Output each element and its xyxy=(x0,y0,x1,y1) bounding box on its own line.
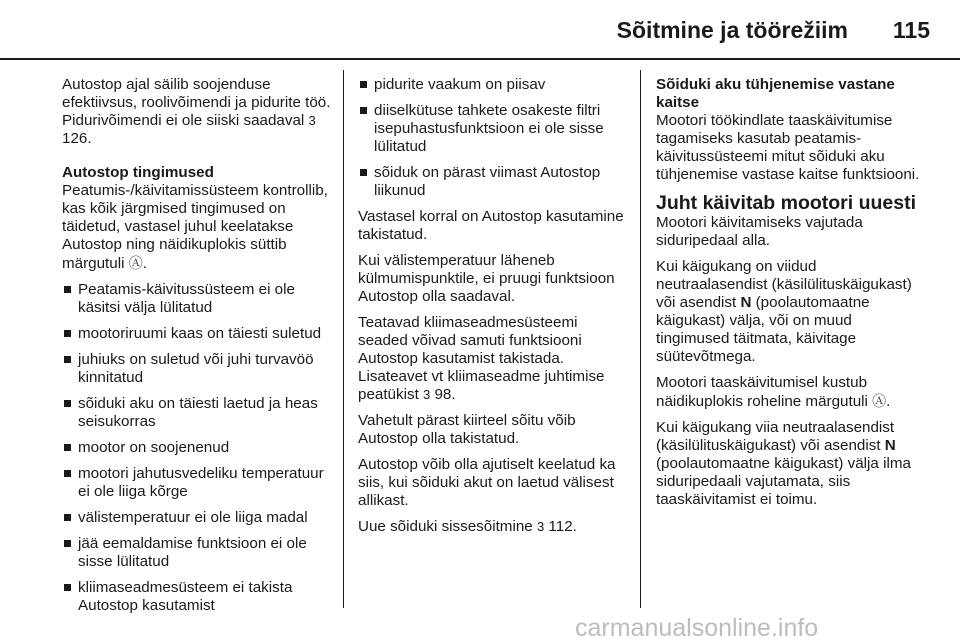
list-item: välistemperatuur ei ole liiga madal xyxy=(62,509,334,527)
list-item: kliimaseadmesüsteem ei takista Autostop kasutamist xyxy=(62,579,334,615)
gear-position-n: N xyxy=(740,294,752,311)
list-item: Peatamis-käivitussüsteem ei ole käsitsi välja lülitatud xyxy=(62,281,334,317)
paragraph: Teatavad kliimaseadmesüsteemi seaded võivad samuti funktsiooni Autostop kasutamist takistada. Lisateavet vt kliimaseadme juhtimise peatükist 3 98. xyxy=(358,314,605,403)
bullet-icon xyxy=(64,584,71,591)
bullet-icon xyxy=(64,514,71,521)
section-title: Autostop tingimused xyxy=(62,164,214,181)
paragraph: Kui käigukang viia neutraalasendist (käsilülituskäigukast) või asendist N (poolautomaatne käigukast) välja ilma siduripedaali vajutamata, siis taaskäivitamist ei toimu. xyxy=(656,419,911,508)
autostop-indicator-icon: Ⓐ xyxy=(128,255,143,271)
bullet-icon xyxy=(360,107,367,114)
paragraph: Autostop võib olla ajutiselt keelatud ka siis, kui sõiduki akut on laetud välisest allikast. xyxy=(358,456,616,509)
paragraph: Kui välistemperatuur läheneb külmumispunktile, ei pruugi funktsioon Autostop olla saadaval. xyxy=(358,252,615,305)
column-3 xyxy=(656,76,926,517)
page-number: 115 xyxy=(892,17,930,43)
autostop-indicator-icon: Ⓐ xyxy=(872,393,887,409)
section-heading: Juht käivitab mootori uuesti xyxy=(656,192,917,214)
bullet-icon xyxy=(360,81,367,88)
page-title: Sõitmine ja töörežiim xyxy=(616,17,848,43)
column-divider xyxy=(343,70,344,608)
paragraph: Mootori käivitamiseks vajutada siduripedaal alla. xyxy=(656,214,863,249)
conditions-list xyxy=(62,281,334,615)
list-item: sõiduki aku on täiesti laetud ja heas seisukorras xyxy=(62,395,334,431)
paragraph: Kui käigukang on viidud neutraalasendist (käsilülituskäigukast) või asendist N (poolautomaatne käigukast) välja, või on muud tingimused täitmata, käivitage süütevõtmega. xyxy=(656,258,912,365)
bullet-icon xyxy=(64,444,71,451)
section-paragraph: Peatumis-/käivitamissüsteem kontrollib, kas kõik järgmised tingimused on täidetud, vastasel juhul keelatakse Autostop ning näidikuplokis süttib märgutuli Ⓐ. xyxy=(62,182,328,272)
list-item: jää eemaldamise funktsioon ei ole sisse lülitatud xyxy=(62,535,334,571)
column-2 xyxy=(358,76,626,544)
list-item: diiselkütuse tahkete osakeste filtri isepuhastusfunktsioon ei ole sisse lülitatud xyxy=(358,102,626,156)
bullet-icon xyxy=(64,470,71,477)
column-divider xyxy=(640,70,641,608)
list-item: pidurite vaakum on piisav xyxy=(358,76,626,94)
list-item: mootoriruumi kaas on täiesti suletud xyxy=(62,325,334,343)
column-1 xyxy=(62,76,334,623)
page-ref-arrow-icon: 3 xyxy=(308,113,316,128)
page-ref-arrow-icon: 3 xyxy=(536,519,545,534)
bullet-icon xyxy=(64,400,71,407)
bullet-icon xyxy=(64,330,71,337)
page-header xyxy=(0,0,960,62)
header-divider xyxy=(0,58,960,60)
bullet-icon xyxy=(64,286,71,293)
subsection-title: Sõiduki aku tühjenemise vastane kaitse xyxy=(656,76,895,111)
paragraph: Uue sõiduki sissesõitmine 3 112. xyxy=(358,518,577,535)
list-item: sõiduk on pärast viimast Autostop liikunud xyxy=(358,164,626,200)
paragraph: Vastasel korral on Autostop kasutamine takistatud. xyxy=(358,208,624,243)
intro-paragraph: Autostop ajal säilib soojenduse efektiivsus, roolivõimendi ja pidurite töö. Pidurivõimendi ei ole siiski saadaval 3 126. xyxy=(62,76,331,147)
bullet-icon xyxy=(64,540,71,547)
list-item: mootori jahutusvedeliku temperatuur ei ole liiga kõrge xyxy=(62,465,334,501)
paragraph: Mootori töökindlate taaskäivitumise tagamiseks kasutab peatamis-käivitussüsteemi mitut sõiduki aku tühjenemise vastase kaitse funktsiooni. xyxy=(656,112,920,183)
watermark: carmanualsonline.info xyxy=(575,614,819,642)
list-item: mootor on soojenenud xyxy=(62,439,334,457)
page-ref-arrow-icon: 3 xyxy=(423,387,431,402)
bullet-icon xyxy=(64,356,71,363)
gear-position-n: N xyxy=(884,437,896,454)
bullet-icon xyxy=(360,169,367,176)
paragraph: Vahetult pärast kiirteel sõitu võib Autostop olla takistatud. xyxy=(358,412,576,447)
list-item: juhiuks on suletud või juhi turvavöö kinnitatud xyxy=(62,351,334,387)
conditions-list-continued xyxy=(358,76,626,200)
paragraph: Mootori taaskäivitumisel kustub näidikuplokis roheline märgutuli Ⓐ. xyxy=(656,374,891,410)
